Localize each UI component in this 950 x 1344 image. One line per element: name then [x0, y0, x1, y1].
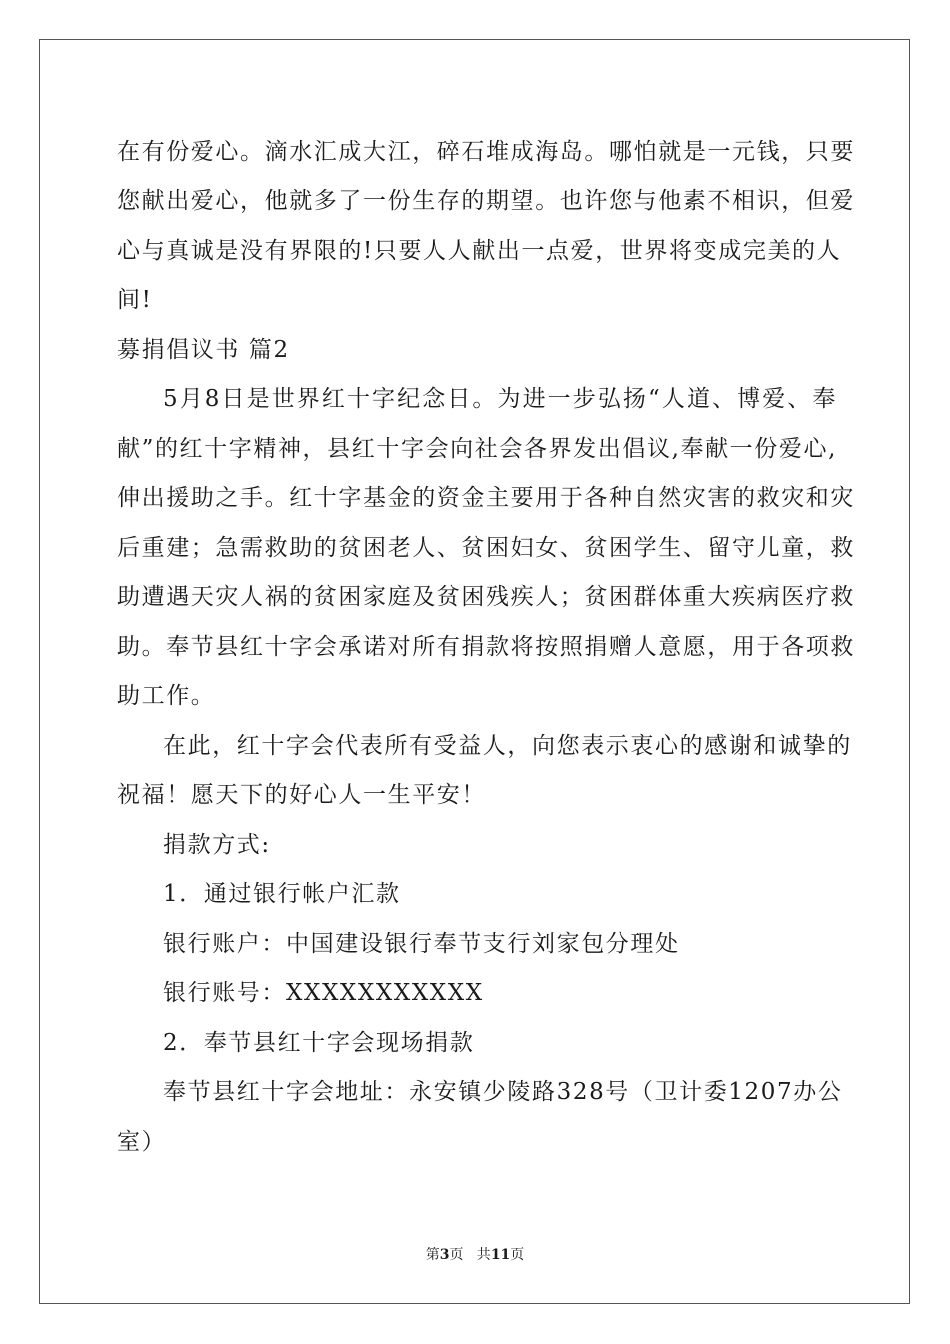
body-line: 银行账户：中国建设银行奉节支行刘家包分理处 [163, 931, 680, 957]
body-line: 心与真诚是没有界限的!只要人人献出一点爱，世界将变成完美的人 [117, 238, 842, 264]
list-item: 1．通过银行帐户汇款 [163, 881, 401, 907]
body-line: 伸出援助之手。红十字基金的资金主要用于各种自然灾害的救灾和灾 [117, 485, 855, 511]
body-line: 室） [117, 1129, 167, 1155]
body-line: 献”的红十字精神，县红十字会向社会各界发出倡议,奉献一份爱心, [117, 436, 837, 462]
section-heading: 募捐倡议书 篇2 [117, 337, 290, 363]
body-line: 助。奉节县红十字会承诺对所有捐款将按照捐赠人意愿，用于各项救 [117, 634, 855, 660]
body-line: 奉节县红十字会地址：永安镇少陵路328号（卫计委1207办公 [163, 1079, 843, 1105]
body-line: 5月8日是世界红十字纪念日。为进一步弘扬“人道、博爱、奉 [163, 386, 837, 412]
body-line: 祝福！愿天下的好心人一生平安！ [117, 782, 486, 808]
footer-total-pages: 11 [490, 1247, 511, 1263]
footer-mid: 页 共 [449, 1247, 491, 1263]
list-item: 2．奉节县红十字会现场捐款 [163, 1030, 475, 1056]
body-line: 间! [117, 287, 153, 313]
body-line: 助工作。 [117, 683, 216, 709]
body-line: 在此，红十字会代表所有受益人，向您表示衷心的感谢和诚挚的 [163, 733, 852, 759]
body-line: 您献出爱心，他就多了一份生存的期望。也许您与他素不相识，但爱 [117, 188, 855, 214]
body-line: 捐款方式: [163, 832, 271, 858]
footer-prefix: 第 [425, 1247, 440, 1263]
body-line: 银行账号：XXXXXXXXXXX [163, 980, 484, 1006]
page-footer [0, 1246, 950, 1264]
body-line: 助遭遇天灾人祸的贫困家庭及贫困残疾人；贫困群体重大疾病医疗救 [117, 584, 855, 610]
footer-suffix: 页 [510, 1247, 525, 1263]
body-line: 在有份爱心。滴水汇成大江，碎石堆成海岛。哪怕就是一元钱，只要 [117, 139, 855, 165]
footer-current-page: 3 [439, 1247, 450, 1263]
page-frame [39, 39, 910, 1304]
body-line: 后重建；急需救助的贫困老人、贫困妇女、贫困学生、留守儿童，救 [117, 535, 855, 561]
